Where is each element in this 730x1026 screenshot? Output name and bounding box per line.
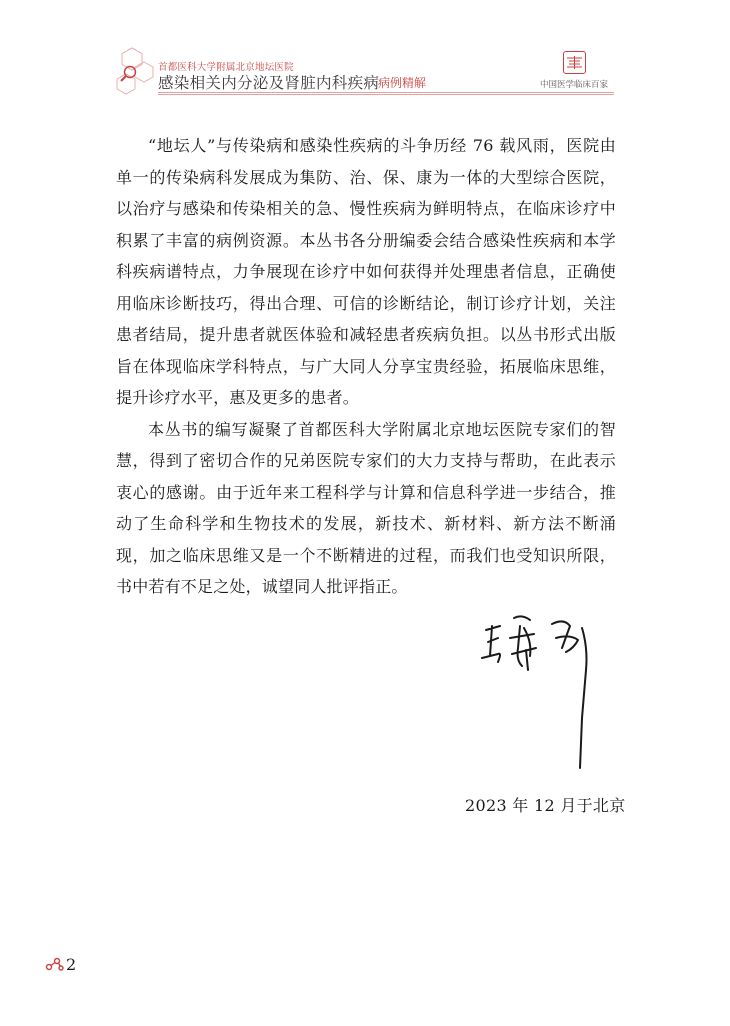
page-header	[0, 0, 730, 100]
signature-image	[478, 608, 598, 778]
header-rule	[158, 92, 614, 93]
hexagon-magnifier-icon	[112, 46, 158, 102]
preface-date: 2023 年 12 月于北京	[465, 796, 626, 815]
paragraph: 本丛书的编写凝聚了首都医科大学附属北京地坛医院专家们的智慧，得到了密切合作的兄弟医院专家们的大力支持与帮助，在此表示衷心的感谢。由于近年来工程科学与计算和信息科学进一步结合，推动了生命科学和生物技术的发展，新技术、新材料、新方法不断涌现，加之临床思维又是一个不断精进的过程，而我们也受知识所限，书中若有不足之处，诚望同人批评指正。	[116, 419, 616, 596]
molecule-icon	[45, 956, 65, 972]
page-number: 2	[66, 955, 77, 974]
brand-name: 中国医学临床百家	[540, 80, 609, 90]
book-title: 感染相关内分泌及肾脏内科疾病	[158, 74, 380, 92]
header-rule	[158, 94, 614, 95]
preface-body	[116, 130, 616, 603]
paragraph: “地坛人”与传染病和感染性疾病的斗争历经 76 载风雨，医院由单一的传染病科发展成为集防、治、保、康为一体的大型综合医院，以治疗与感染和传染相关的急、慢性疾病为鲜明特点，在临床诊疗中积累了丰富的病例资源。本丛书各分册编委会结合感染性疾病和本学科疾病谱特点，力争展现在诊疗中如何获得并处理患者信息，正确使用临床诊断技巧，得出合理、可信的诊断结论，制订诊疗计划，关注患者结局，提升患者就医体验和减轻患者疾病负担。以丛书形式出版旨在体现临床学科特点，与广大同人分享宝贵经验，拓展临床思维，提升诊疗水平，惠及更多的患者。	[116, 136, 616, 407]
brand-logo-icon	[563, 51, 586, 74]
section-tag: 病例精解	[378, 76, 427, 90]
hospital-name: 首都医科大学附属北京地坛医院	[158, 62, 294, 73]
